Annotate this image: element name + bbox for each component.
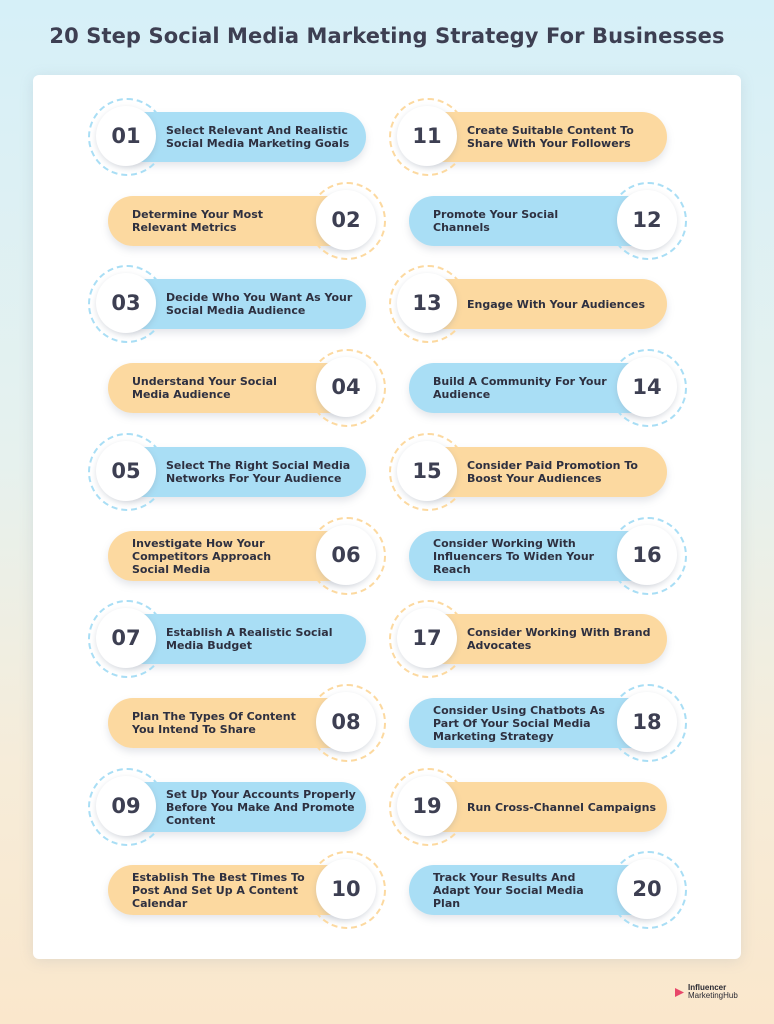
step-item: [391, 447, 667, 497]
step-number-badge: [88, 600, 166, 678]
page-title: 20 Step Social Media Marketing Strategy For Businesses: [49, 24, 725, 48]
step-item: [108, 196, 384, 246]
step-label: Consider Paid Promotion To Boost Your Audiences: [467, 459, 638, 485]
step-number: 10: [316, 859, 376, 919]
step-number-badge: [609, 684, 687, 762]
step-number-badge: [88, 433, 166, 511]
step-item: [108, 698, 384, 748]
step-number: 18: [617, 692, 677, 752]
step-item: [409, 698, 685, 748]
step-item: [409, 865, 685, 915]
step-item: [90, 447, 366, 497]
step-item: [108, 531, 384, 581]
step-number-badge: [389, 98, 467, 176]
step-item: [391, 782, 667, 832]
step-item: [108, 865, 384, 915]
step-number-badge: [88, 768, 166, 846]
step-item: [391, 112, 667, 162]
step-label: Decide Who You Want As Your Social Media Audience: [166, 291, 353, 317]
step-item: [90, 112, 366, 162]
step-number: 04: [316, 357, 376, 417]
step-label: Promote Your Social Channels: [433, 208, 559, 234]
step-number: 09: [96, 776, 156, 836]
step-number: 11: [397, 106, 457, 166]
step-number-badge: [389, 265, 467, 343]
step-item: [90, 782, 366, 832]
step-number-badge: [609, 349, 687, 427]
step-number: 15: [397, 441, 457, 501]
step-label: Consider Using Chatbots As Part Of Your Social Media Marketing Strategy: [433, 703, 605, 743]
step-number-badge: [88, 98, 166, 176]
step-number: 08: [316, 692, 376, 752]
step-item: [391, 279, 667, 329]
step-number-badge: [389, 433, 467, 511]
step-label: Select The Right Social Media Networks For Your Audience: [166, 459, 351, 485]
step-number-badge: [308, 517, 386, 595]
step-number: 13: [397, 273, 457, 333]
step-number: 12: [617, 190, 677, 250]
step-number: 03: [96, 273, 156, 333]
step-item: [409, 196, 685, 246]
step-number: 01: [96, 106, 156, 166]
step-label: Run Cross-Channel Campaigns: [467, 800, 657, 814]
step-number: 17: [397, 608, 457, 668]
step-number: 20: [617, 859, 677, 919]
step-number-badge: [389, 768, 467, 846]
step-label: Engage With Your Audiences: [467, 297, 646, 311]
logo-line-2: MarketingHub: [688, 991, 738, 1000]
step-label: Understand Your Social Media Audience: [132, 375, 277, 401]
step-item: [90, 279, 366, 329]
step-number-badge: [308, 684, 386, 762]
step-label: Track Your Results And Adapt Your Social Media Plan: [433, 870, 584, 910]
step-number-badge: [609, 851, 687, 929]
brand-logo: [674, 984, 738, 1000]
step-number-badge: [609, 182, 687, 260]
step-item: [409, 363, 685, 413]
step-item: [391, 614, 667, 664]
step-label: Select Relevant And Realistic Social Media Marketing Goals: [166, 124, 350, 150]
step-label: Determine Your Most Relevant Metrics: [132, 208, 263, 234]
step-label: Establish The Best Times To Post And Set Up A Content Calendar: [132, 870, 305, 910]
step-label: Create Suitable Content To Share With Your Followers: [467, 124, 634, 150]
step-number: 02: [316, 190, 376, 250]
logo-line-1: Influencer: [688, 983, 727, 992]
step-number-badge: [609, 517, 687, 595]
step-number: 19: [397, 776, 457, 836]
step-label: Establish A Realistic Social Media Budget: [166, 626, 333, 652]
step-number-badge: [88, 265, 166, 343]
step-label: Set Up Your Accounts Properly Before You Make And Promote Content: [166, 787, 356, 827]
step-label: Consider Working With Influencers To Widen Your Reach: [433, 536, 595, 576]
step-number: 05: [96, 441, 156, 501]
step-number: 16: [617, 525, 677, 585]
step-label: Plan The Types Of Content You Intend To Share: [132, 710, 296, 736]
step-item: [90, 614, 366, 664]
step-number-badge: [308, 182, 386, 260]
step-number-badge: [308, 349, 386, 427]
step-number-badge: [389, 600, 467, 678]
step-number: 06: [316, 525, 376, 585]
influencer-marketing-hub-logo-icon: [674, 987, 685, 998]
step-number: 07: [96, 608, 156, 668]
step-number: 14: [617, 357, 677, 417]
step-item: [108, 363, 384, 413]
step-number-badge: [308, 851, 386, 929]
step-label: Consider Working With Brand Advocates: [467, 626, 651, 652]
step-label: Investigate How Your Competitors Approach Social Media: [132, 536, 272, 576]
step-label: Build A Community For Your Audience: [433, 375, 607, 401]
step-item: [409, 531, 685, 581]
